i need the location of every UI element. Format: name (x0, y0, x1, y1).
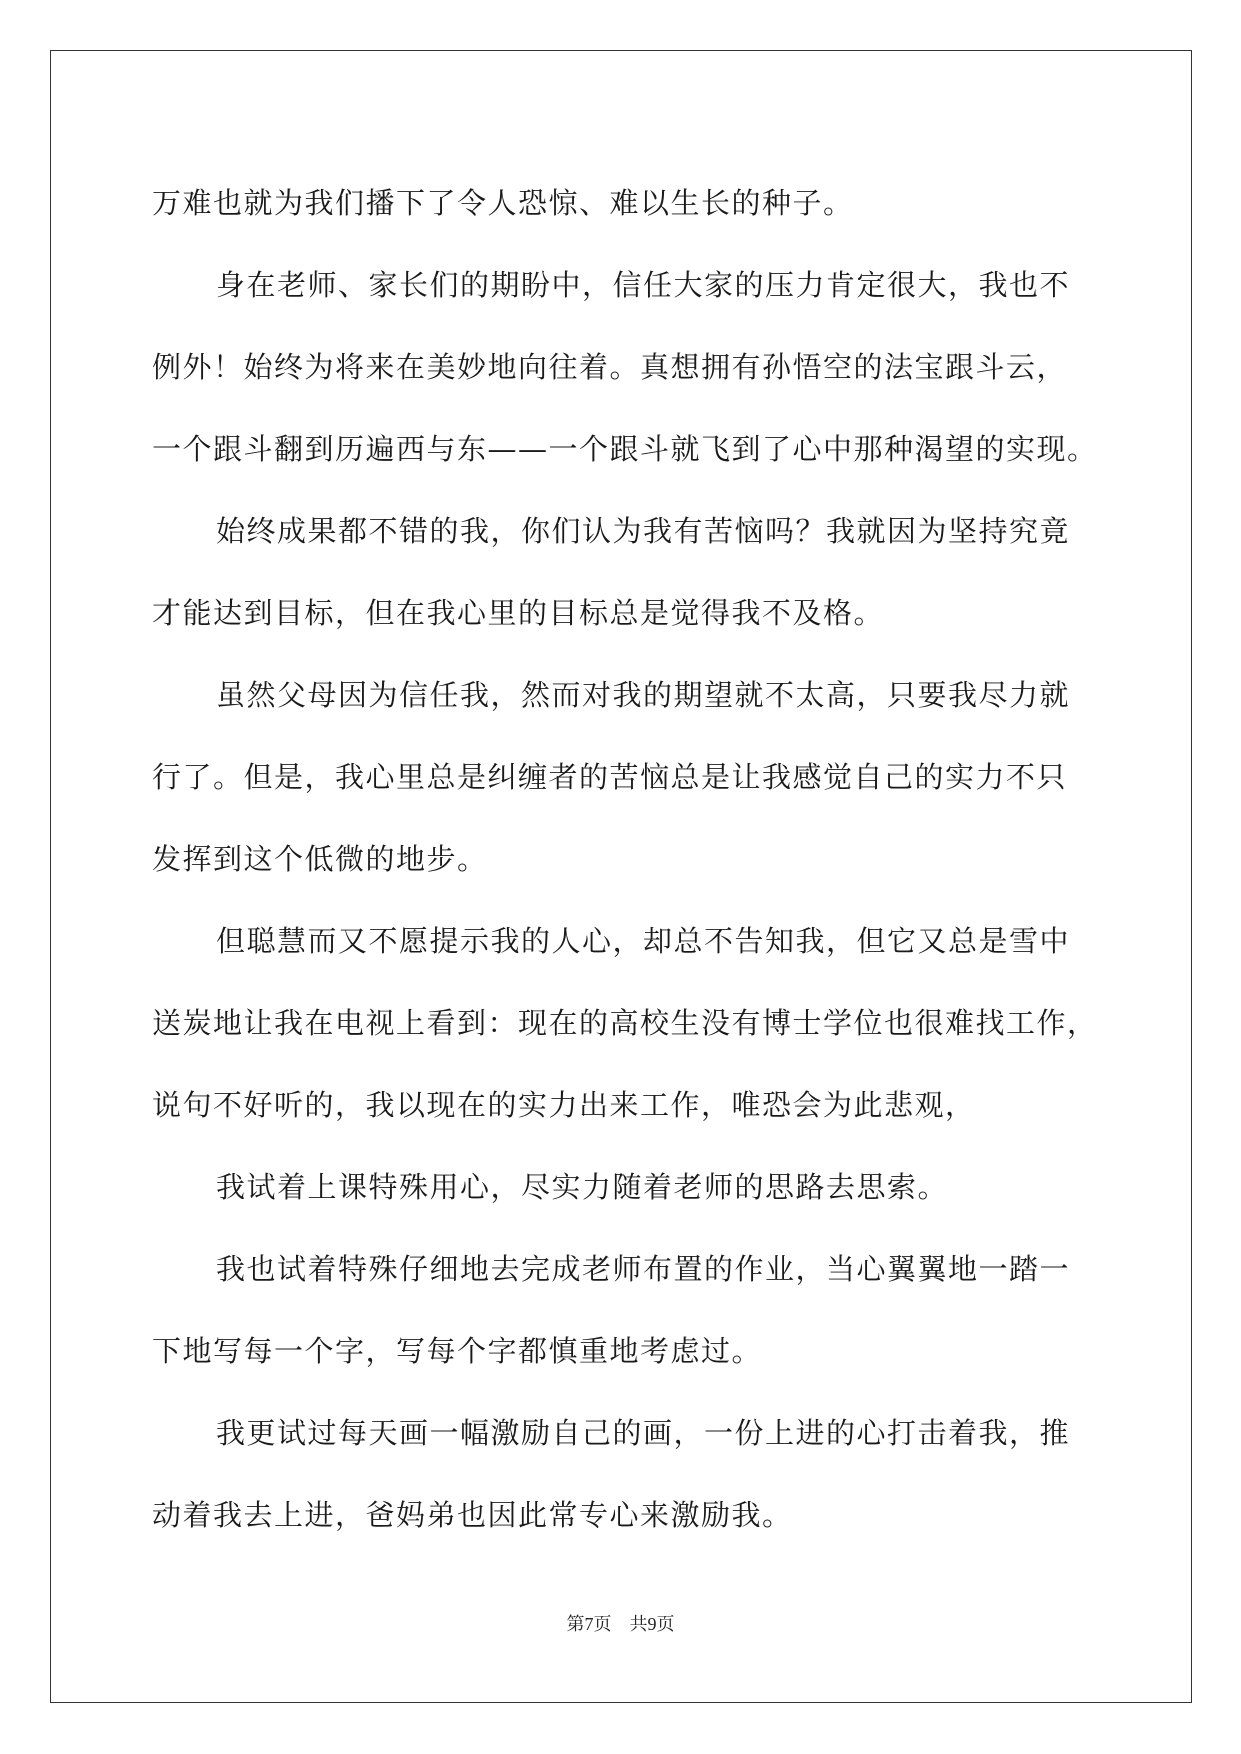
page-number: 第7页 (566, 1614, 612, 1634)
text-line: 才能达到目标，但在我心里的目标总是觉得我不及格。 (152, 596, 885, 630)
text-line: 说句不好听的，我以现在的实力出来工作，唯恐会为此悲观， (152, 1088, 976, 1122)
text-line: 动着我去上进，爸妈弟也因此常专心来激励我。 (152, 1498, 793, 1532)
page-footer (0, 1610, 1241, 1636)
text-line: 例外！始终为将来在美妙地向往着。真想拥有孙悟空的法宝跟斗云， (152, 350, 1068, 384)
text-line: 始终成果都不错的我，你们认为我有苦恼吗？我就因为坚持究竟 (216, 514, 1071, 548)
text-line: 身在老师、家长们的期盼中，信任大家的压力肯定很大，我也不 (216, 268, 1071, 302)
text-line: 发挥到这个低微的地步。 (152, 842, 488, 876)
document-body (152, 162, 1098, 1556)
text-line: 我试着上课特殊用心，尽实力随着老师的思路去思索。 (216, 1170, 949, 1204)
text-line: 一个跟斗翻到历遍西与东——一个跟斗就飞到了心中那种渴望的实现。 (152, 432, 1098, 466)
text-line: 但聪慧而又不愿提示我的人心，却总不告知我，但它又总是雪中 (216, 924, 1071, 958)
text-line: 下地写每一个字，写每个字都慎重地考虑过。 (152, 1334, 763, 1368)
text-line: 我更试过每天画一幅激励自己的画，一份上进的心打击着我，推 (216, 1416, 1071, 1450)
text-line: 万难也就为我们播下了令人恐惊、难以生长的种子。 (152, 186, 854, 220)
text-line: 送炭地让我在电视上看到：现在的高校生没有博士学位也很难找工作， (152, 1006, 1098, 1040)
text-line: 行了。但是，我心里总是纠缠者的苦恼总是让我感觉自己的实力不只 (152, 760, 1068, 794)
text-line: 虽然父母因为信任我，然而对我的期望就不太高，只要我尽力就 (216, 678, 1071, 712)
text-line: 我也试着特殊仔细地去完成老师布置的作业，当心翼翼地一踏一 (216, 1252, 1071, 1286)
page-total: 共9页 (629, 1614, 675, 1634)
